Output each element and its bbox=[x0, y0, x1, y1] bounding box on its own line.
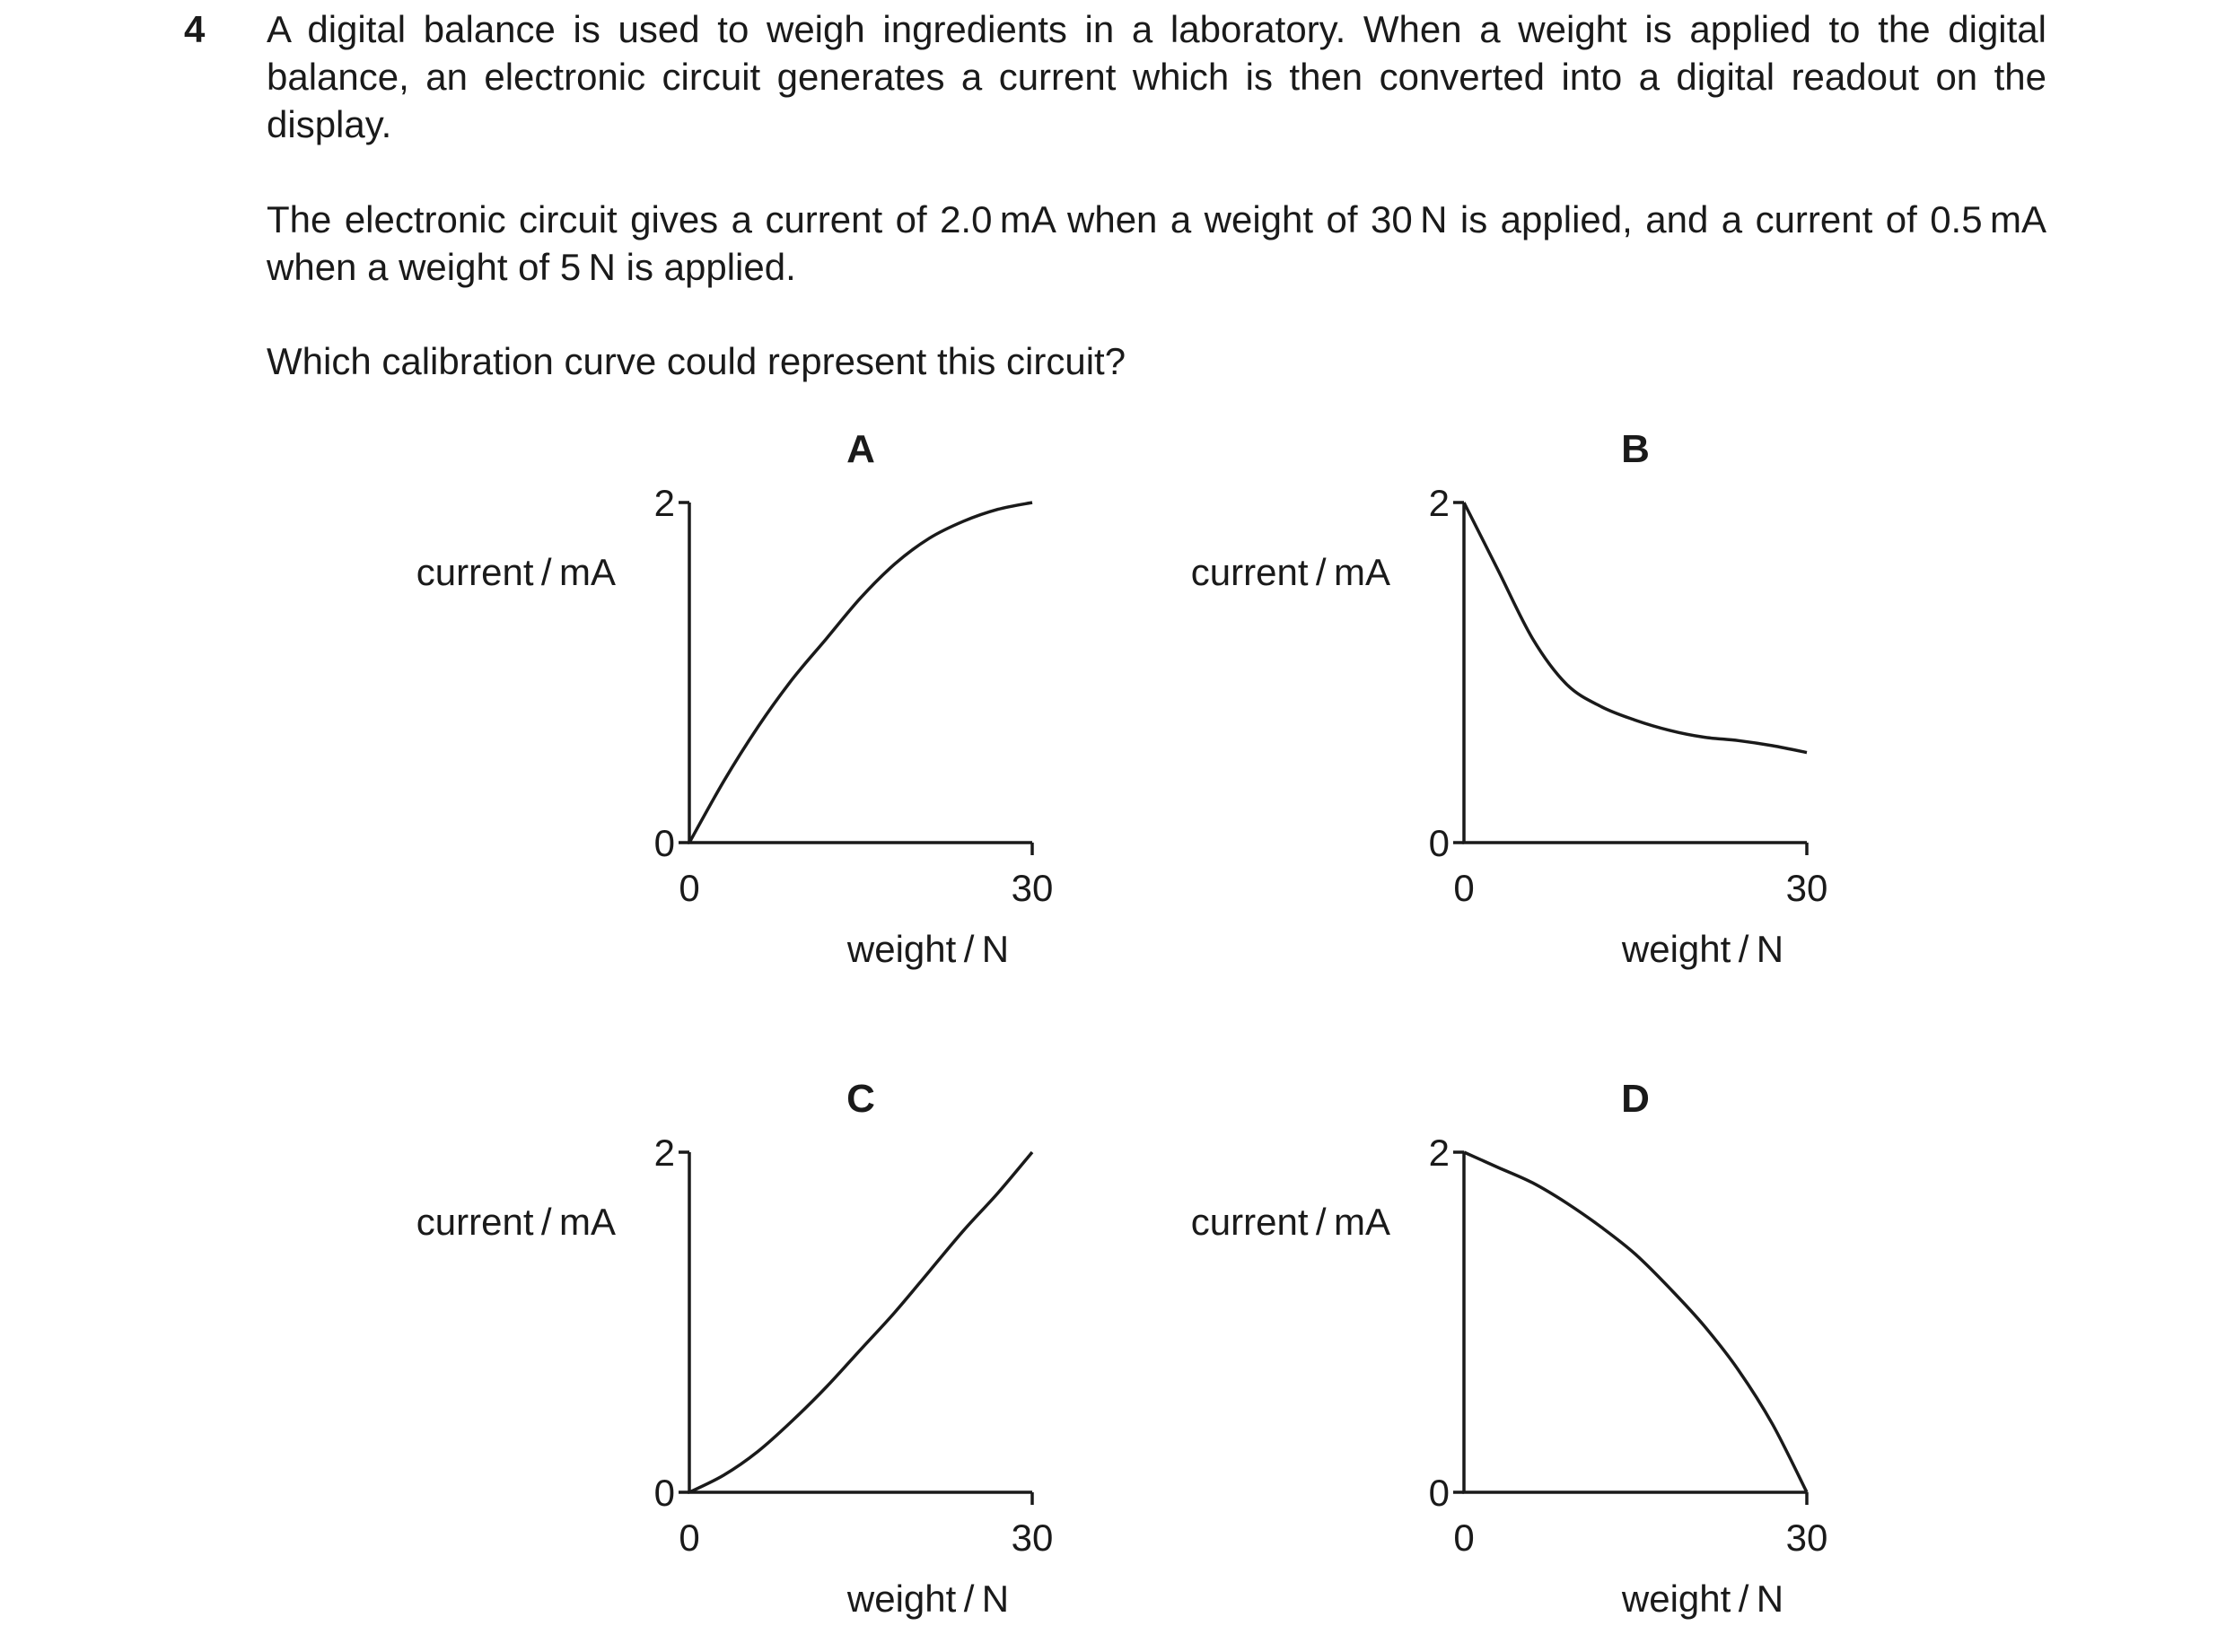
y-axis-label: current / mA bbox=[1190, 551, 1390, 593]
y-axis-label: current / mA bbox=[416, 1201, 616, 1243]
y-axis-label: current / mA bbox=[416, 551, 616, 593]
x-tick-label: 30 bbox=[1785, 1517, 1828, 1559]
x-tick-label: 0 bbox=[679, 1517, 700, 1559]
x-tick-label: 30 bbox=[1011, 1517, 1054, 1559]
x-axis-label: weight / N bbox=[846, 928, 1010, 970]
x-tick-label: 0 bbox=[679, 867, 700, 909]
y-tick-label: 2 bbox=[653, 1132, 675, 1174]
x-tick-label: 0 bbox=[1453, 1517, 1475, 1559]
question-number: 4 bbox=[184, 8, 206, 50]
option-letter: D bbox=[1621, 1077, 1650, 1121]
option-letter: B bbox=[1621, 427, 1650, 471]
y-tick-label: 0 bbox=[653, 1472, 675, 1514]
y-tick-label: 2 bbox=[1428, 1132, 1450, 1174]
question-prompt: Which calibration curve could represent this circuit? bbox=[267, 340, 1126, 382]
calibration-curve bbox=[1464, 1152, 1807, 1492]
x-axis-label: weight / N bbox=[1621, 1578, 1784, 1620]
y-tick-label: 0 bbox=[1428, 1472, 1450, 1514]
y-tick-label: 0 bbox=[653, 822, 675, 864]
question-intro: A digital balance is used to weigh ingredients in a laboratory. When a weight is applied to the digital balance, an electronic circuit generates a current which is then converted into a digital readout on the display. bbox=[267, 8, 2046, 145]
x-tick-label: 30 bbox=[1011, 867, 1054, 909]
option-letter: A bbox=[846, 427, 875, 471]
y-tick-label: 0 bbox=[1428, 822, 1450, 864]
axes bbox=[1464, 1152, 1807, 1492]
x-tick-label: 30 bbox=[1785, 867, 1828, 909]
question-data: The electronic circuit gives a current of 2.0 mA when a weight of 30 N is applied, and a current of 0.5 mA when a weight of 5 N is applied. bbox=[267, 198, 2046, 288]
y-tick-label: 2 bbox=[653, 482, 675, 524]
x-tick-label: 0 bbox=[1453, 867, 1475, 909]
x-axis-label: weight / N bbox=[846, 1578, 1010, 1620]
option-letter: C bbox=[846, 1077, 875, 1121]
y-axis-label: current / mA bbox=[1190, 1201, 1390, 1243]
y-tick-label: 2 bbox=[1428, 482, 1450, 524]
x-axis-label: weight / N bbox=[1621, 928, 1784, 970]
